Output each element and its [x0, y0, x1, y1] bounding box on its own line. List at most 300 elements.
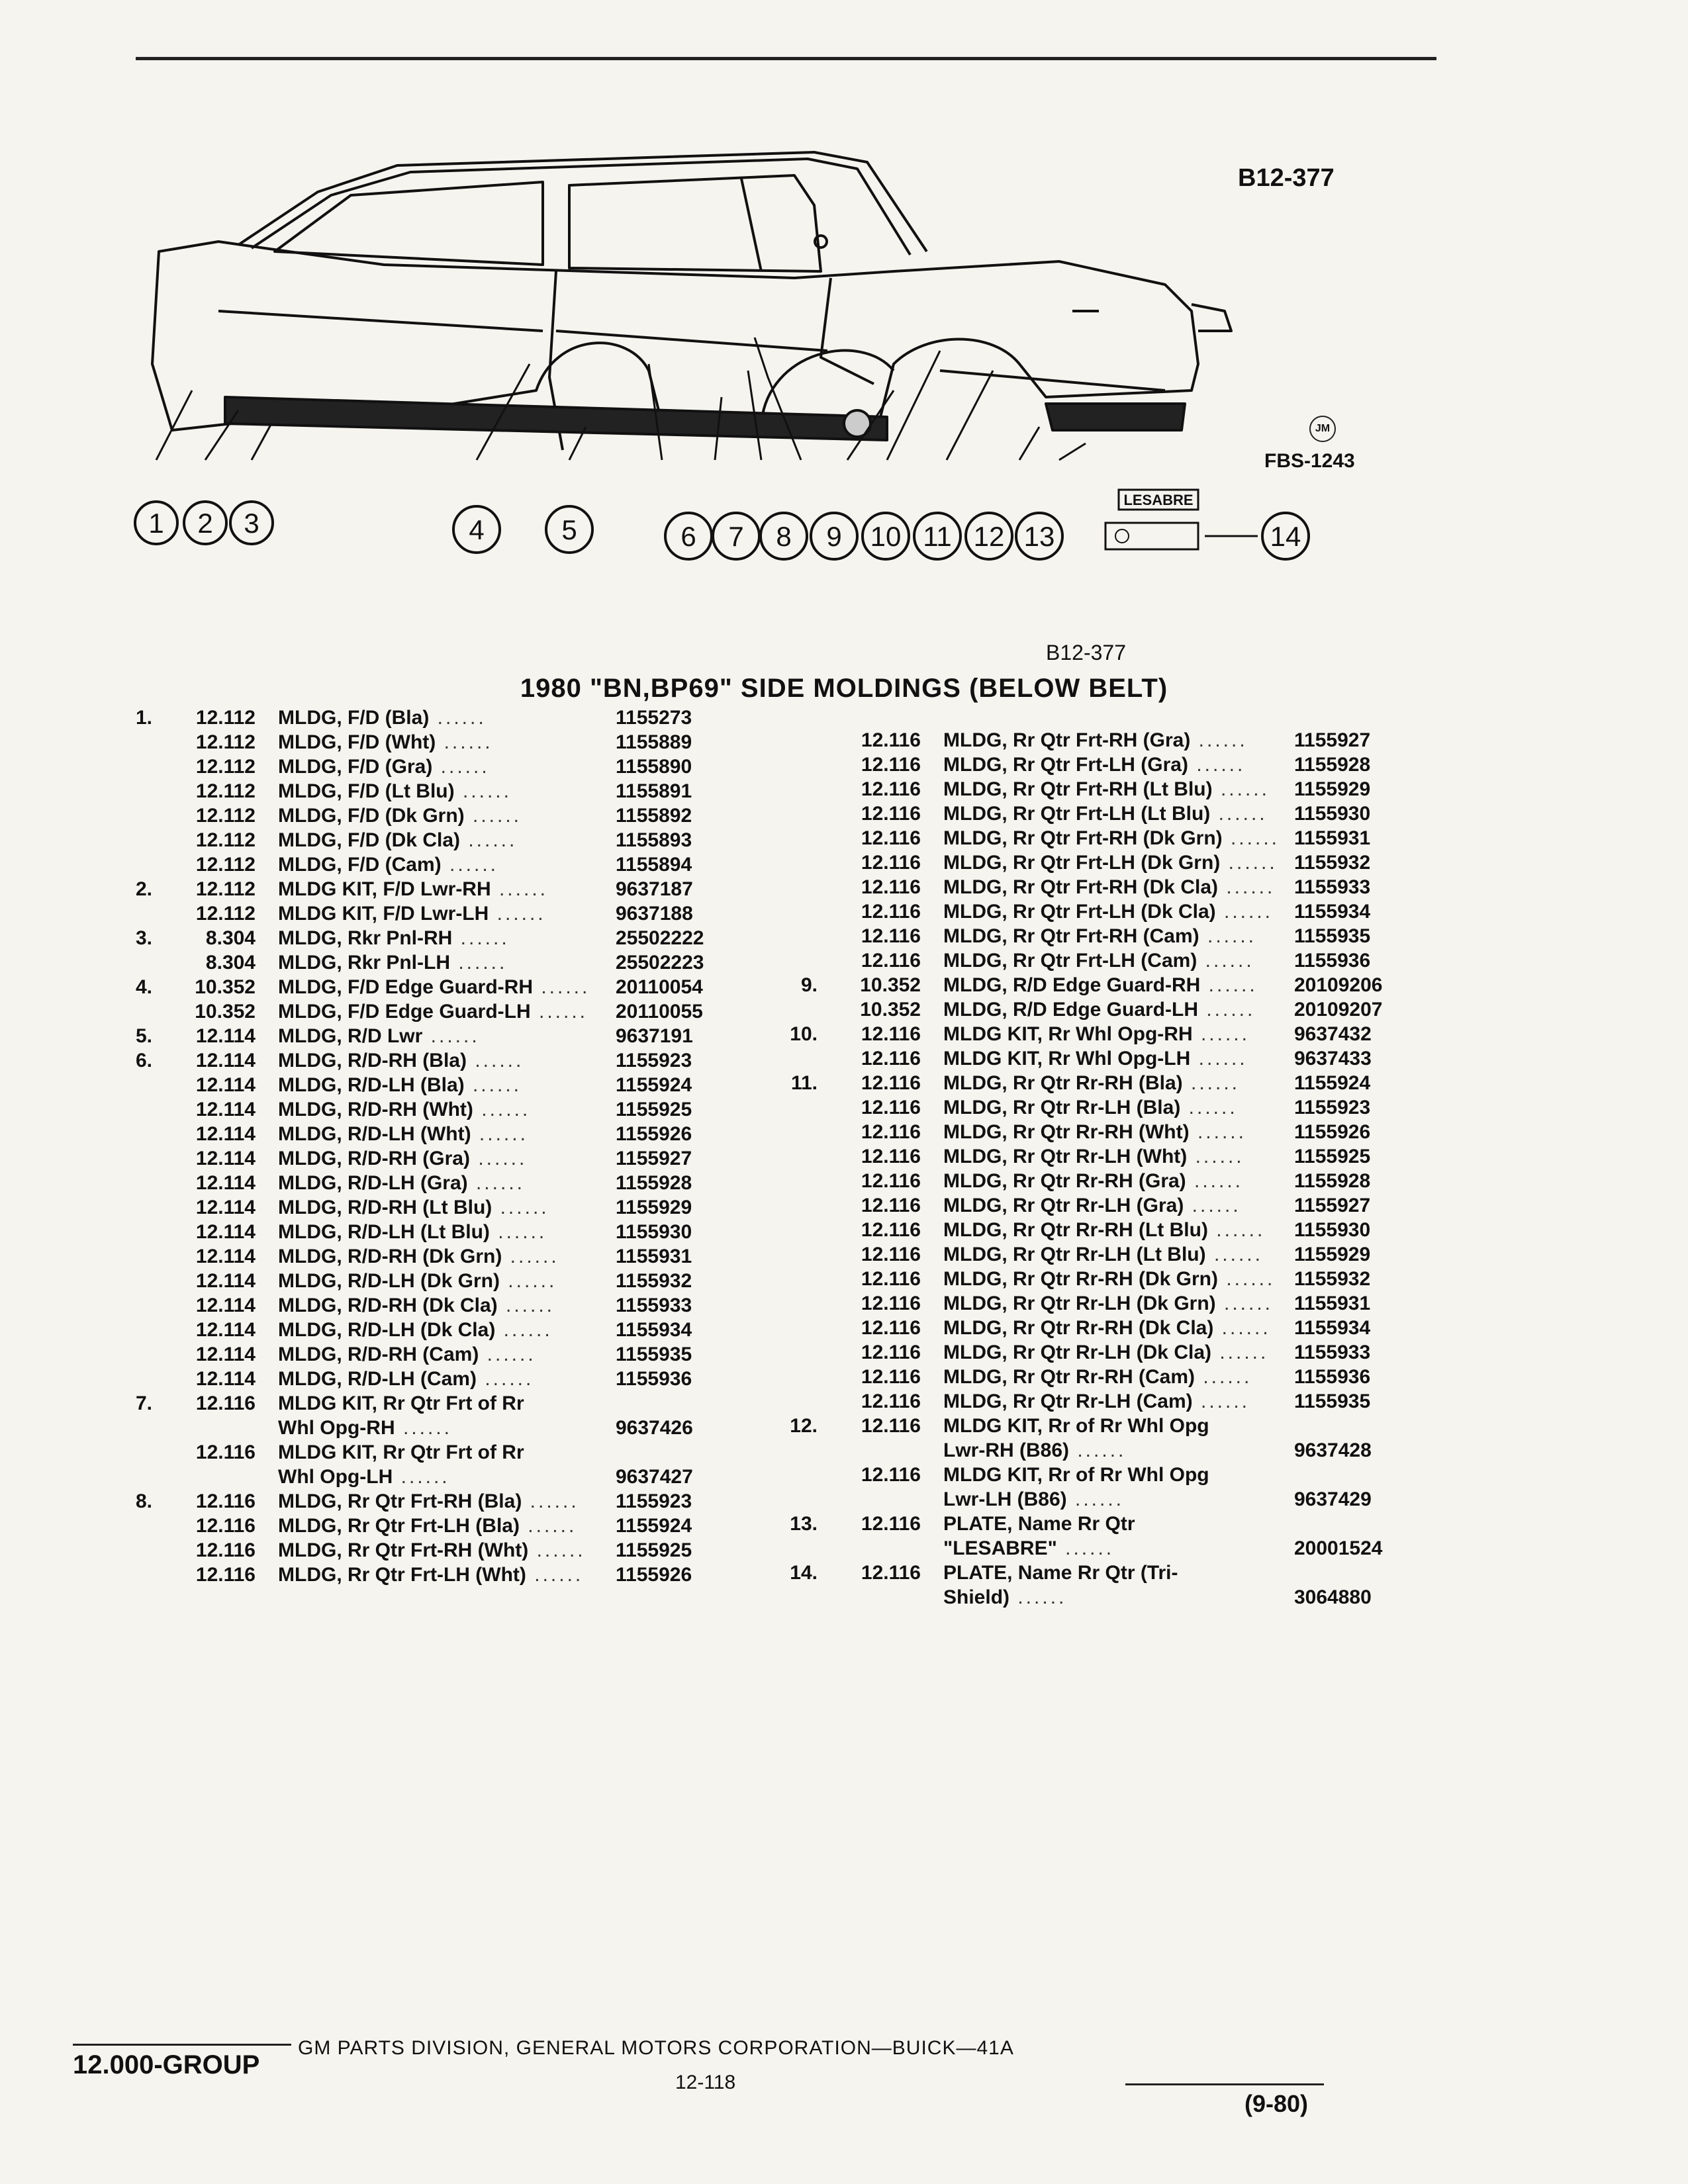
- parts-list-row: [771, 948, 1407, 973]
- part-number: 1155931: [616, 1246, 692, 1267]
- group-number: 12.116: [861, 1464, 921, 1486]
- part-number: 1155931: [1294, 1293, 1371, 1314]
- parts-list-row: [771, 924, 1407, 948]
- part-number: 1155933: [616, 1295, 692, 1316]
- illustration-ref: B12-377: [1238, 164, 1335, 192]
- group-number: 12.116: [861, 1317, 921, 1339]
- group-number: 12.114: [195, 1295, 256, 1316]
- group-number: 12.112: [195, 903, 256, 925]
- leader-dots: ......: [454, 780, 512, 802]
- part-description-text: MLDG, F/D (Lt Blu): [278, 780, 455, 802]
- leader-dots: ......: [1215, 901, 1274, 923]
- leader-dots: ......: [491, 878, 548, 900]
- parts-list-row: [771, 1267, 1407, 1291]
- leader-dots: ......: [1184, 1195, 1241, 1216]
- part-description: [943, 1218, 1294, 1242]
- part-number: 9637428: [1294, 1439, 1372, 1461]
- part-description-text: MLDG, F/D Edge Guard-LH: [278, 1001, 531, 1023]
- group-number: 12.116: [861, 1244, 921, 1265]
- parts-list-row: [771, 1022, 1407, 1046]
- leader-dots: ......: [526, 1564, 584, 1586]
- parts-list-row: [106, 1514, 728, 1538]
- part-description-text: MLDG, R/D-LH (Gra): [278, 1172, 468, 1194]
- leader-dots: ......: [436, 731, 493, 753]
- leader-dots: ......: [1066, 1488, 1125, 1510]
- part-description-text: MLDG, R/D-LH (Dk Cla): [278, 1319, 496, 1341]
- part-number: 1155925: [1294, 1146, 1371, 1167]
- leader-dots: ......: [1009, 1586, 1067, 1608]
- part-number: 1155924: [616, 1515, 692, 1537]
- part-description-text: MLDG, R/D-LH (Wht): [278, 1123, 471, 1145]
- callout-5: [546, 506, 592, 553]
- part-description: [278, 705, 616, 730]
- leader-dots: ......: [522, 1490, 579, 1512]
- part-description: [943, 1512, 1294, 1561]
- part-description-text: MLDG, Rr Qtr Rr-LH (Cam): [943, 1390, 1193, 1412]
- part-number: 1155894: [616, 854, 692, 876]
- illustration-ref-caption: B12-377: [1046, 641, 1126, 664]
- item-number: 4.: [135, 976, 152, 998]
- part-description: [943, 1095, 1294, 1120]
- part-number: 25502223: [616, 952, 704, 974]
- leader-dots: ......: [471, 1123, 528, 1145]
- group-number: 12.114: [195, 1074, 256, 1096]
- group-number: 12.116: [861, 803, 921, 825]
- group-number: 12.116: [861, 1048, 921, 1069]
- group-number: 10.352: [195, 976, 256, 998]
- leader-dots: ......: [1189, 1121, 1246, 1143]
- group-number: 12.116: [861, 827, 921, 849]
- item-number: 14.: [790, 1562, 818, 1584]
- leader-dots: ......: [395, 1417, 452, 1439]
- part-description-text: MLDG KIT, Rr Whl Opg-LH: [943, 1048, 1191, 1069]
- part-description: [278, 1024, 616, 1048]
- leader-dots: ......: [1200, 974, 1258, 996]
- part-description: [943, 1071, 1294, 1095]
- part-description-text: MLDG, F/D Edge Guard-RH: [278, 976, 533, 998]
- fbs-ref: FBS-1243: [1264, 450, 1355, 472]
- svg-text:8: 8: [776, 521, 792, 552]
- part-description-text: MLDG, R/D-RH (Bla): [278, 1050, 467, 1071]
- group-number: 12.116: [861, 1219, 921, 1241]
- svg-text:3: 3: [244, 508, 259, 539]
- callout-7: [713, 513, 759, 559]
- group-number: 12.116: [861, 852, 921, 874]
- part-description: [278, 754, 616, 779]
- part-description-text: MLDG KIT, Rr of Rr Whl Opg Lwr-LH (B86): [943, 1464, 1209, 1510]
- part-description-text: MLDG, Rr Qtr Rr-LH (Wht): [943, 1146, 1188, 1167]
- part-description-text: MLDG, Rr Qtr Rr-LH (Gra): [943, 1195, 1184, 1216]
- group-number: 12.116: [195, 1515, 256, 1537]
- part-description-text: MLDG, Rr Qtr Frt-LH (Gra): [943, 754, 1188, 776]
- group-number: 12.116: [861, 1195, 921, 1216]
- parts-list-row: [771, 899, 1407, 924]
- leader-dots: ......: [533, 976, 590, 998]
- part-description-text: MLDG, Rr Qtr Frt-LH (Lt Blu): [943, 803, 1211, 825]
- part-description-text: MLDG, Rr Qtr Frt-LH (Wht): [278, 1564, 526, 1586]
- tri-shield-plate: [1105, 523, 1198, 549]
- item-number: 5.: [135, 1025, 152, 1047]
- parts-list-row: [771, 973, 1407, 997]
- part-description: [278, 1440, 616, 1489]
- part-number: 1155932: [1294, 1268, 1371, 1290]
- item-number: 2.: [135, 878, 152, 900]
- part-description: [278, 1146, 616, 1171]
- group-number: 12.116: [861, 754, 921, 776]
- group-number: 12.116: [861, 1170, 921, 1192]
- parts-list-row: [106, 1489, 728, 1514]
- tri-shield-icon: [1115, 529, 1129, 543]
- group-number: 12.116: [861, 778, 921, 800]
- parts-list-row: [771, 1512, 1407, 1561]
- parts-list-row: [771, 1144, 1407, 1169]
- group-number: 12.112: [195, 756, 256, 778]
- part-description-text: MLDG, Rr Qtr Frt-RH (Gra): [943, 729, 1191, 751]
- part-description: [278, 975, 616, 999]
- part-number: 1155930: [1294, 1219, 1371, 1241]
- parts-list-row: [106, 1342, 728, 1367]
- part-description: [278, 999, 616, 1024]
- part-description-text: MLDG, R/D Edge Guard-LH: [943, 999, 1198, 1021]
- item-number: 9.: [800, 974, 818, 996]
- leader-dots: ......: [479, 1343, 536, 1365]
- part-number: 9637188: [616, 903, 693, 925]
- part-number: 1155936: [616, 1368, 692, 1390]
- parts-list-row: [771, 777, 1407, 801]
- parts-list-row: [106, 1244, 728, 1269]
- parts-list-row: [106, 1318, 728, 1342]
- part-description: [278, 1073, 616, 1097]
- parts-list-row: [106, 1171, 728, 1195]
- leader-dots: ......: [1190, 1048, 1248, 1069]
- part-number: 1155934: [1294, 1317, 1371, 1339]
- svg-text:13: 13: [1023, 521, 1055, 552]
- part-description: [278, 1514, 616, 1538]
- part-number: 1155893: [616, 829, 692, 851]
- part-description-text: MLDG, F/D (Cam): [278, 854, 442, 876]
- parts-list-row: [106, 1220, 728, 1244]
- leader-dots: ......: [464, 1074, 522, 1096]
- part-description: [943, 924, 1294, 948]
- part-description: [278, 1367, 616, 1391]
- part-number: 1155934: [616, 1319, 692, 1341]
- part-description: [943, 1169, 1294, 1193]
- svg-text:14: 14: [1270, 521, 1301, 552]
- part-description: [278, 1122, 616, 1146]
- group-number: 8.304: [205, 927, 256, 949]
- svg-text:10: 10: [870, 521, 902, 552]
- group-number: 12.116: [861, 1023, 921, 1045]
- part-number: 1155932: [616, 1270, 692, 1292]
- leader-dots: ......: [1210, 803, 1268, 825]
- parts-list-row: [106, 779, 728, 803]
- part-description: [943, 1193, 1294, 1218]
- jm-mark: JM: [1309, 416, 1336, 442]
- part-description: [943, 752, 1294, 777]
- parts-list-row: [771, 1463, 1407, 1512]
- leader-dots: ......: [467, 1172, 525, 1194]
- leader-dots: ......: [489, 1221, 547, 1243]
- rocker-molding: [225, 397, 887, 440]
- parts-list-row: [771, 1389, 1407, 1414]
- group-number: 8.304: [205, 952, 256, 974]
- part-description: [278, 730, 616, 754]
- parts-list-row: [771, 1095, 1407, 1120]
- svg-text:5: 5: [561, 514, 577, 545]
- leader-dots: ......: [1205, 1244, 1263, 1265]
- leader-dots: ......: [466, 1050, 524, 1071]
- leader-dots: ......: [530, 1001, 588, 1023]
- leader-dots: ......: [1180, 1097, 1238, 1118]
- part-description: [278, 1220, 616, 1244]
- group-number: 12.112: [195, 780, 256, 802]
- parts-list-row: [771, 1046, 1407, 1071]
- leader-dots: ......: [1190, 729, 1248, 751]
- part-description: [943, 1267, 1294, 1291]
- callout-13: [1016, 513, 1062, 559]
- parts-list-row: [106, 1538, 728, 1563]
- svg-text:9: 9: [826, 521, 842, 552]
- part-description-text: MLDG, Rr Qtr Rr-RH (Bla): [943, 1072, 1183, 1094]
- part-description: [278, 1489, 616, 1514]
- item-number: 10.: [790, 1023, 818, 1045]
- part-number: 1155926: [616, 1564, 692, 1586]
- footer-date: (9-80): [1244, 2090, 1309, 2117]
- part-description: [943, 826, 1294, 850]
- car-side-molding-diagram: [132, 113, 1344, 589]
- leader-dots: ......: [452, 927, 510, 949]
- group-number: 12.114: [195, 1099, 256, 1120]
- leader-dots: ......: [1069, 1439, 1127, 1461]
- parts-list-row: [106, 1097, 728, 1122]
- parts-list-right: [771, 728, 1407, 1610]
- parts-list-row: [106, 1293, 728, 1318]
- part-number: 1155928: [616, 1172, 692, 1194]
- parts-list-row: [106, 1048, 728, 1073]
- part-description-text: MLDG, Rr Qtr Frt-RH (Lt Blu): [943, 778, 1213, 800]
- item-number: 11.: [790, 1072, 818, 1094]
- parts-list-row: [106, 852, 728, 877]
- part-number: 1155936: [1294, 950, 1371, 972]
- part-description: [943, 875, 1294, 899]
- part-description-text: MLDG, Rr Qtr Frt-RH (Dk Grn): [943, 827, 1223, 849]
- part-number: 1155927: [1294, 729, 1371, 751]
- group-number: 12.112: [195, 805, 256, 827]
- part-number: 20109207: [1294, 999, 1383, 1021]
- item-number: 8.: [135, 1490, 152, 1512]
- part-description-text: MLDG, R/D-LH (Cam): [278, 1368, 477, 1390]
- page-title: 1980 "BN,BP69" SIDE MOLDINGS (BELOW BELT): [520, 674, 1168, 703]
- parts-list-row: [106, 999, 728, 1024]
- part-number: 1155927: [616, 1148, 692, 1169]
- part-description-text: MLDG, Rr Qtr Frt-LH (Dk Cla): [943, 901, 1216, 923]
- parts-list-row: [771, 1218, 1407, 1242]
- part-number: 1155928: [1294, 1170, 1371, 1192]
- part-number: 1155933: [1294, 876, 1371, 898]
- leader-dots: ......: [1192, 1023, 1250, 1045]
- leader-dots: ......: [1197, 950, 1254, 972]
- parts-list-row: [106, 1146, 728, 1171]
- part-description-text: PLATE, Name Rr Qtr (Tri- Shield): [943, 1562, 1178, 1608]
- part-description-text: MLDG, Rr Qtr Rr-RH (Lt Blu): [943, 1219, 1208, 1241]
- leader-dots: ......: [393, 1466, 450, 1488]
- leader-dots: ......: [464, 805, 522, 827]
- group-number: 12.112: [195, 878, 256, 900]
- leader-dots: ......: [1220, 852, 1278, 874]
- part-number: 1155273: [616, 707, 692, 729]
- parts-list-row: [106, 926, 728, 950]
- part-number: 1155933: [1294, 1342, 1371, 1363]
- leader-dots: ......: [499, 1270, 557, 1292]
- part-description-text: MLDG, R/D-RH (Dk Grn): [278, 1246, 502, 1267]
- group-number: 12.114: [195, 1172, 256, 1194]
- part-description: [943, 801, 1294, 826]
- group-number: 12.114: [195, 1050, 256, 1071]
- leader-dots: ......: [1056, 1537, 1115, 1559]
- leader-dots: ......: [497, 1295, 555, 1316]
- leader-dots: ......: [1211, 1342, 1269, 1363]
- part-description: [278, 1269, 616, 1293]
- part-number: 1155936: [1294, 1366, 1371, 1388]
- group-number: 12.114: [195, 1368, 256, 1390]
- parts-list-row: [771, 1561, 1407, 1610]
- parts-list-row: [771, 728, 1407, 752]
- part-number: 1155923: [616, 1050, 692, 1071]
- parts-list-row: [771, 1169, 1407, 1193]
- part-description-text: MLDG, Rr Qtr Rr-RH (Dk Grn): [943, 1268, 1218, 1290]
- part-description-text: MLDG, Rkr Pnl-LH: [278, 952, 450, 974]
- callout-2: [184, 502, 226, 544]
- leader-dots: ......: [473, 1099, 531, 1120]
- footer-division: GM PARTS DIVISION, GENERAL MOTORS CORPORATION—BUICK—41A: [298, 2037, 1014, 2059]
- parts-list-row: [106, 1563, 728, 1587]
- group-number: 12.116: [861, 876, 921, 898]
- group-number: 12.114: [195, 1343, 256, 1365]
- part-description-text: MLDG KIT, F/D Lwr-RH: [278, 878, 491, 900]
- part-description: [278, 1048, 616, 1073]
- part-number: 1155935: [1294, 1390, 1371, 1412]
- group-number: 12.114: [195, 1319, 256, 1341]
- part-description: [278, 1538, 616, 1563]
- footer-rule-left: [73, 2044, 291, 2046]
- parts-list-row: [106, 1440, 728, 1489]
- part-description-text: MLDG, R/D-LH (Dk Grn): [278, 1270, 500, 1292]
- group-number: 12.116: [861, 1146, 921, 1167]
- parts-list-row: [106, 1269, 728, 1293]
- group-number: 12.116: [861, 1121, 921, 1143]
- part-description-text: MLDG KIT, Rr Qtr Frt of Rr Whl Opg-LH: [278, 1441, 524, 1488]
- group-number: 12.112: [195, 829, 256, 851]
- leader-dots: ......: [450, 952, 508, 974]
- group-number: 12.114: [195, 1197, 256, 1218]
- group-number: 12.116: [861, 950, 921, 972]
- part-number: 1155892: [616, 805, 692, 827]
- part-description: [943, 899, 1294, 924]
- parts-list-row: [771, 801, 1407, 826]
- part-description-text: MLDG, F/D (Bla): [278, 707, 430, 729]
- callout-6: [665, 513, 712, 559]
- leader-dots: ......: [492, 1197, 549, 1218]
- part-description: [278, 852, 616, 877]
- group-number: 12.116: [195, 1392, 256, 1414]
- footer-group: 12.000-GROUP: [73, 2050, 260, 2079]
- parts-list-row: [106, 1122, 728, 1146]
- parts-list-row: [106, 705, 728, 730]
- part-description-text: MLDG KIT, Rr Qtr Frt of Rr Whl Opg-RH: [278, 1392, 524, 1439]
- leader-dots: ......: [1187, 1146, 1244, 1167]
- part-description-text: MLDG, Rr Qtr Frt-LH (Cam): [943, 950, 1197, 972]
- part-description: [943, 1046, 1294, 1071]
- svg-text:2: 2: [197, 508, 213, 539]
- group-number: 12.114: [195, 1270, 256, 1292]
- part-number: 1155925: [616, 1539, 692, 1561]
- parts-list-row: [771, 1120, 1407, 1144]
- part-number: 9637426: [616, 1417, 693, 1439]
- part-description-text: MLDG, Rr Qtr Rr-LH (Bla): [943, 1097, 1181, 1118]
- part-description: [278, 1563, 616, 1587]
- part-number: 9637427: [616, 1466, 693, 1488]
- part-description: [943, 1120, 1294, 1144]
- part-number: 1155929: [1294, 1244, 1371, 1265]
- part-description-text: MLDG, Rr Qtr Rr-RH (Dk Cla): [943, 1317, 1214, 1339]
- part-description-text: MLDG, Rr Qtr Frt-LH (Bla): [278, 1515, 520, 1537]
- group-number: 12.116: [861, 1072, 921, 1094]
- part-description-text: MLDG, R/D-RH (Gra): [278, 1148, 470, 1169]
- item-number: 3.: [135, 927, 152, 949]
- part-description: [943, 1340, 1294, 1365]
- group-number: 12.116: [861, 901, 921, 923]
- top-rule: [136, 57, 1436, 60]
- group-number: 12.116: [861, 1293, 921, 1314]
- part-number: 1155923: [1294, 1097, 1371, 1118]
- part-description-text: MLDG, Rkr Pnl-RH: [278, 927, 453, 949]
- part-number: 1155924: [1294, 1072, 1371, 1094]
- parts-list-row: [771, 1193, 1407, 1218]
- part-number: 1155923: [616, 1490, 692, 1512]
- leader-dots: ......: [476, 1368, 534, 1390]
- leader-dots: ......: [1218, 1268, 1276, 1290]
- parts-list-row: [771, 752, 1407, 777]
- part-description-text: MLDG, F/D (Gra): [278, 756, 433, 778]
- part-description-text: MLDG KIT, Rr Whl Opg-RH: [943, 1023, 1193, 1045]
- parts-list-row: [771, 1071, 1407, 1095]
- part-number: 1155890: [616, 756, 692, 778]
- leader-dots: ......: [1195, 1366, 1252, 1388]
- group-number: 10.352: [860, 974, 921, 996]
- part-description-text: MLDG, R/D Edge Guard-RH: [943, 974, 1201, 996]
- parts-list-row: [106, 975, 728, 999]
- group-number: 12.116: [195, 1441, 256, 1463]
- part-description-text: MLDG KIT, Rr of Rr Whl Opg Lwr-RH (B86): [943, 1415, 1209, 1461]
- parts-list-row: [106, 950, 728, 975]
- part-description-text: MLDG, Rr Qtr Rr-RH (Gra): [943, 1170, 1186, 1192]
- part-number: 1155927: [1294, 1195, 1371, 1216]
- part-description: [943, 1365, 1294, 1389]
- part-description-text: MLDG, Rr Qtr Frt-RH (Wht): [278, 1539, 529, 1561]
- part-description-text: MLDG, R/D-LH (Bla): [278, 1074, 465, 1096]
- part-description-text: MLDG, R/D-RH (Wht): [278, 1099, 473, 1120]
- part-description: [943, 1242, 1294, 1267]
- group-number: 12.116: [861, 1562, 921, 1584]
- footer-rule-right: [1125, 2083, 1324, 2085]
- group-number: 12.116: [195, 1539, 256, 1561]
- group-number: 12.114: [195, 1246, 256, 1267]
- part-number: 1155929: [616, 1197, 692, 1218]
- part-description: [278, 1195, 616, 1220]
- part-description: [943, 973, 1294, 997]
- part-number: 1155930: [1294, 803, 1371, 825]
- part-number: 20109206: [1294, 974, 1383, 996]
